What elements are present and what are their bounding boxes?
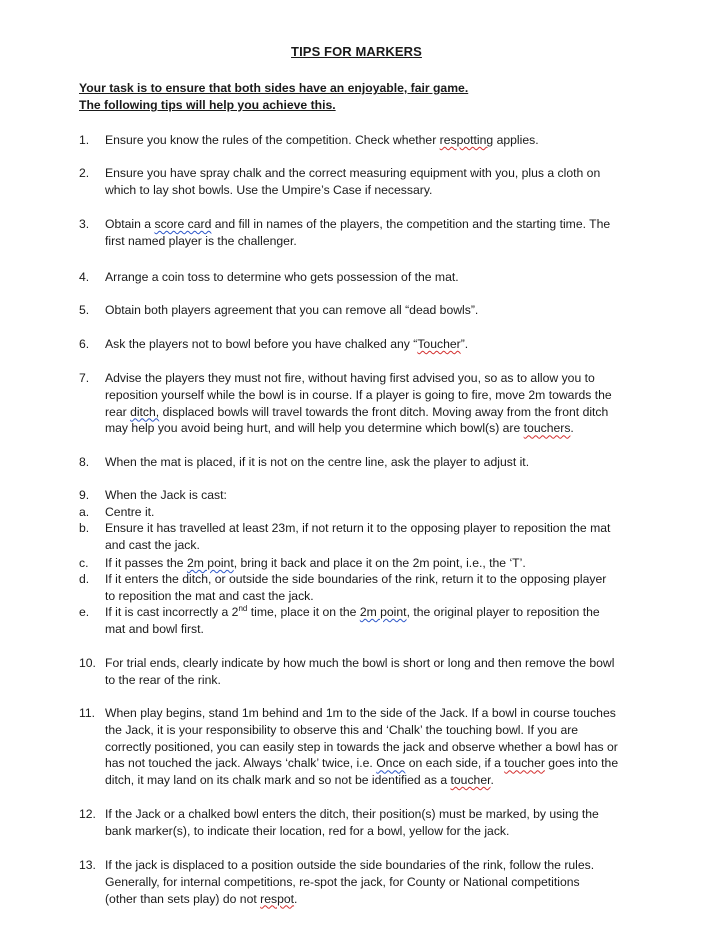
list-item-text: [105, 571, 653, 605]
list-item-number: 8.: [79, 455, 90, 469]
text-line: [105, 404, 653, 421]
text-run: applies.: [493, 133, 539, 147]
list-item-number: a.: [79, 505, 90, 519]
list-item-number: 3.: [79, 217, 90, 231]
text-run: .: [294, 891, 298, 906]
text-run: If it enters the ditch, or outside the side boundaries of the rink, return it to the opposing player: [105, 572, 607, 586]
text-line: [105, 555, 653, 572]
text-run: Obtain both players agreement that you can remove all “dead bowls”.: [105, 303, 479, 317]
text-line: [105, 454, 653, 471]
page-title: TIPS FOR MARKERS: [291, 44, 422, 59]
text-line: [105, 621, 653, 638]
grammar-flagged-word: 2m point: [359, 605, 407, 619]
text-run: the Jack, it is your responsibility to observe this and ‘Chalk’ the touching bowl. If you are: [105, 722, 579, 737]
list-item-number: 10.: [79, 656, 96, 670]
list-item-text: [105, 806, 653, 840]
text-line: [105, 823, 653, 840]
text-line: [105, 269, 653, 286]
text-line: [105, 302, 653, 319]
text-run: Advise the players they must not fire, without having first advised you, so as to allow you to: [105, 371, 595, 385]
list-item-text: [105, 520, 653, 554]
text-line: [105, 722, 653, 739]
text-run: , the original player to reposition the: [406, 605, 600, 619]
spelling-flagged-word: respot: [260, 891, 295, 906]
text-run: Ask the players not to bowl before you have chalked any “: [105, 337, 418, 351]
list-item-text: [105, 336, 653, 353]
text-run: mat and bowl first.: [105, 621, 204, 636]
text-run: .: [570, 421, 574, 436]
text-line: [105, 772, 653, 789]
list-item-text: [105, 504, 653, 521]
spelling-flagged-word: toucher: [450, 773, 491, 788]
intro-line-2: The following tips will help you achieve this.: [79, 98, 336, 112]
text-line: [105, 755, 653, 772]
text-run: and cast the jack.: [105, 537, 200, 552]
text-line: [105, 487, 653, 504]
text-run: to the rear of the rink.: [105, 672, 221, 687]
text-run: (other than sets play) do not: [105, 891, 261, 906]
text-line: [105, 874, 653, 891]
text-line: [105, 655, 653, 672]
text-run: Ensure you have spray chalk and the correct measuring equipment with you, plus a cloth on: [105, 166, 601, 180]
text-line: [105, 705, 653, 722]
text-line: [105, 132, 653, 149]
list-item-number: 2.: [79, 166, 90, 180]
list-item-number: e.: [79, 605, 90, 619]
text-run: Generally, for internal competitions, re-spot the jack, for County or National competitions: [105, 874, 580, 889]
text-run: If it passes the: [105, 556, 187, 570]
text-run: on each side, if a: [405, 756, 505, 771]
spelling-flagged-word: toucher: [504, 756, 545, 771]
text-line: [105, 588, 653, 605]
superscript-text: nd: [238, 603, 248, 613]
list-item-number: 11.: [79, 706, 96, 720]
list-item-text: [105, 132, 653, 149]
text-run: If it is cast incorrectly a 2: [105, 605, 239, 619]
list-item-text: [105, 269, 653, 286]
text-line: [105, 571, 653, 588]
list-item-text: [105, 302, 653, 319]
list-item-text: [105, 555, 653, 572]
text-run: time, place it on the: [247, 605, 360, 619]
text-run: has not touched the jack. Always ‘chalk’ twice, i.e.: [105, 756, 377, 771]
text-run: correctly positioned, you can easily step in towards the jack and observe whether a bowl has or: [105, 739, 618, 754]
text-run: rear: [105, 404, 131, 419]
grammar-flagged-word: score card: [154, 217, 212, 231]
text-run: When the Jack is cast:: [105, 488, 227, 502]
list-item-number: 5.: [79, 303, 90, 317]
list-item-number: 1.: [79, 133, 90, 147]
list-item-number: 6.: [79, 337, 90, 351]
text-run: Centre it.: [105, 505, 155, 519]
text-run: Obtain a: [105, 217, 155, 231]
text-line: [105, 420, 653, 437]
text-line: [105, 504, 653, 521]
text-line: [105, 604, 653, 621]
text-line: [105, 520, 653, 537]
text-line: [105, 891, 653, 908]
text-run: Ensure you know the rules of the competition. Check whether: [105, 133, 440, 147]
list-item-text: [105, 655, 653, 689]
list-item-number: c.: [79, 556, 89, 570]
list-item-number: d.: [79, 572, 90, 586]
list-item-number: 9.: [79, 488, 90, 502]
list-item-number: 13.: [79, 858, 96, 872]
grammar-flagged-word: Once: [376, 756, 406, 771]
list-item-number: 12.: [79, 807, 96, 821]
list-item-text: [105, 705, 653, 789]
text-run: may help you avoid being hurt, and will help you determine which bowl(s) are: [105, 421, 524, 436]
list-item-text: [105, 604, 653, 638]
list-item-text: [105, 487, 653, 504]
text-run: goes into the: [544, 756, 619, 771]
text-line: [105, 165, 653, 182]
text-run: When play begins, stand 1m behind and 1m to the side of the Jack. If a bowl in course touches: [105, 706, 616, 720]
grammar-flagged-word: ditch,: [130, 404, 160, 419]
text-line: [105, 806, 653, 823]
text-run: If the Jack or a chalked bowl enters the ditch, their position(s) must be marked, by using the: [105, 807, 599, 821]
text-line: [105, 857, 653, 874]
list-item-text: [105, 454, 653, 471]
text-run: .: [490, 773, 494, 788]
text-run: Ensure it has travelled at least 23m, if not return it to the opposing player to reposition the mat: [105, 521, 611, 535]
text-line: [105, 182, 653, 199]
text-run: If the jack is displaced to a position outside the side boundaries of the rink, follow the rules.: [105, 858, 595, 872]
grammar-flagged-word: 2m point: [186, 556, 234, 570]
intro-block: [79, 80, 468, 114]
text-run: first named player is the challenger.: [105, 233, 297, 248]
text-line: [105, 370, 653, 387]
text-line: [105, 336, 653, 353]
text-run: When the mat is placed, if it is not on the centre line, ask the player to adjust it.: [105, 455, 530, 469]
spelling-flagged-word: Toucher: [417, 337, 461, 351]
text-run: which to lay shot bowls. Use the Umpire’s Case if necessary.: [105, 182, 433, 197]
text-line: [105, 233, 653, 250]
text-run: ”.: [460, 337, 469, 351]
text-line: [105, 672, 653, 689]
text-run: bank marker(s), to indicate their location, red for a bowl, yellow for the jack.: [105, 823, 510, 838]
intro-line-1: Your task is to ensure that both sides have an enjoyable, fair game.: [79, 81, 469, 95]
text-run: and fill in names of the players, the competition and the starting time. The: [211, 217, 611, 231]
spelling-flagged-word: touchers: [523, 421, 571, 436]
list-item-text: [105, 216, 653, 250]
text-line: [105, 739, 653, 756]
text-line: [105, 216, 653, 233]
text-run: to reposition the mat and cast the jack.: [105, 588, 314, 603]
list-item-number: b.: [79, 521, 90, 535]
list-item-number: 7.: [79, 371, 90, 385]
text-run: reposition yourself while the bowl is in course. If a player is going to fire, move 2m towards the: [105, 387, 612, 402]
text-run: , bring it back and place it on the 2m point, i.e., the ‘T’.: [233, 556, 526, 570]
text-line: [105, 537, 653, 554]
list-item-text: [105, 370, 653, 437]
text-run: For trial ends, clearly indicate by how much the bowl is short or long and then remove the bowl: [105, 656, 615, 670]
list-item-text: [105, 857, 653, 907]
text-line: [105, 387, 653, 404]
text-run: displaced bowls will travel towards the front ditch. Moving away from the front ditch: [159, 404, 609, 419]
spelling-flagged-word: respotting: [439, 133, 494, 147]
text-run: Arrange a coin toss to determine who gets possession of the mat.: [105, 270, 459, 284]
list-item-text: [105, 165, 653, 199]
list-item-number: 4.: [79, 270, 90, 284]
text-run: ditch, it may land on its chalk mark and so not be identified as a: [105, 773, 451, 788]
